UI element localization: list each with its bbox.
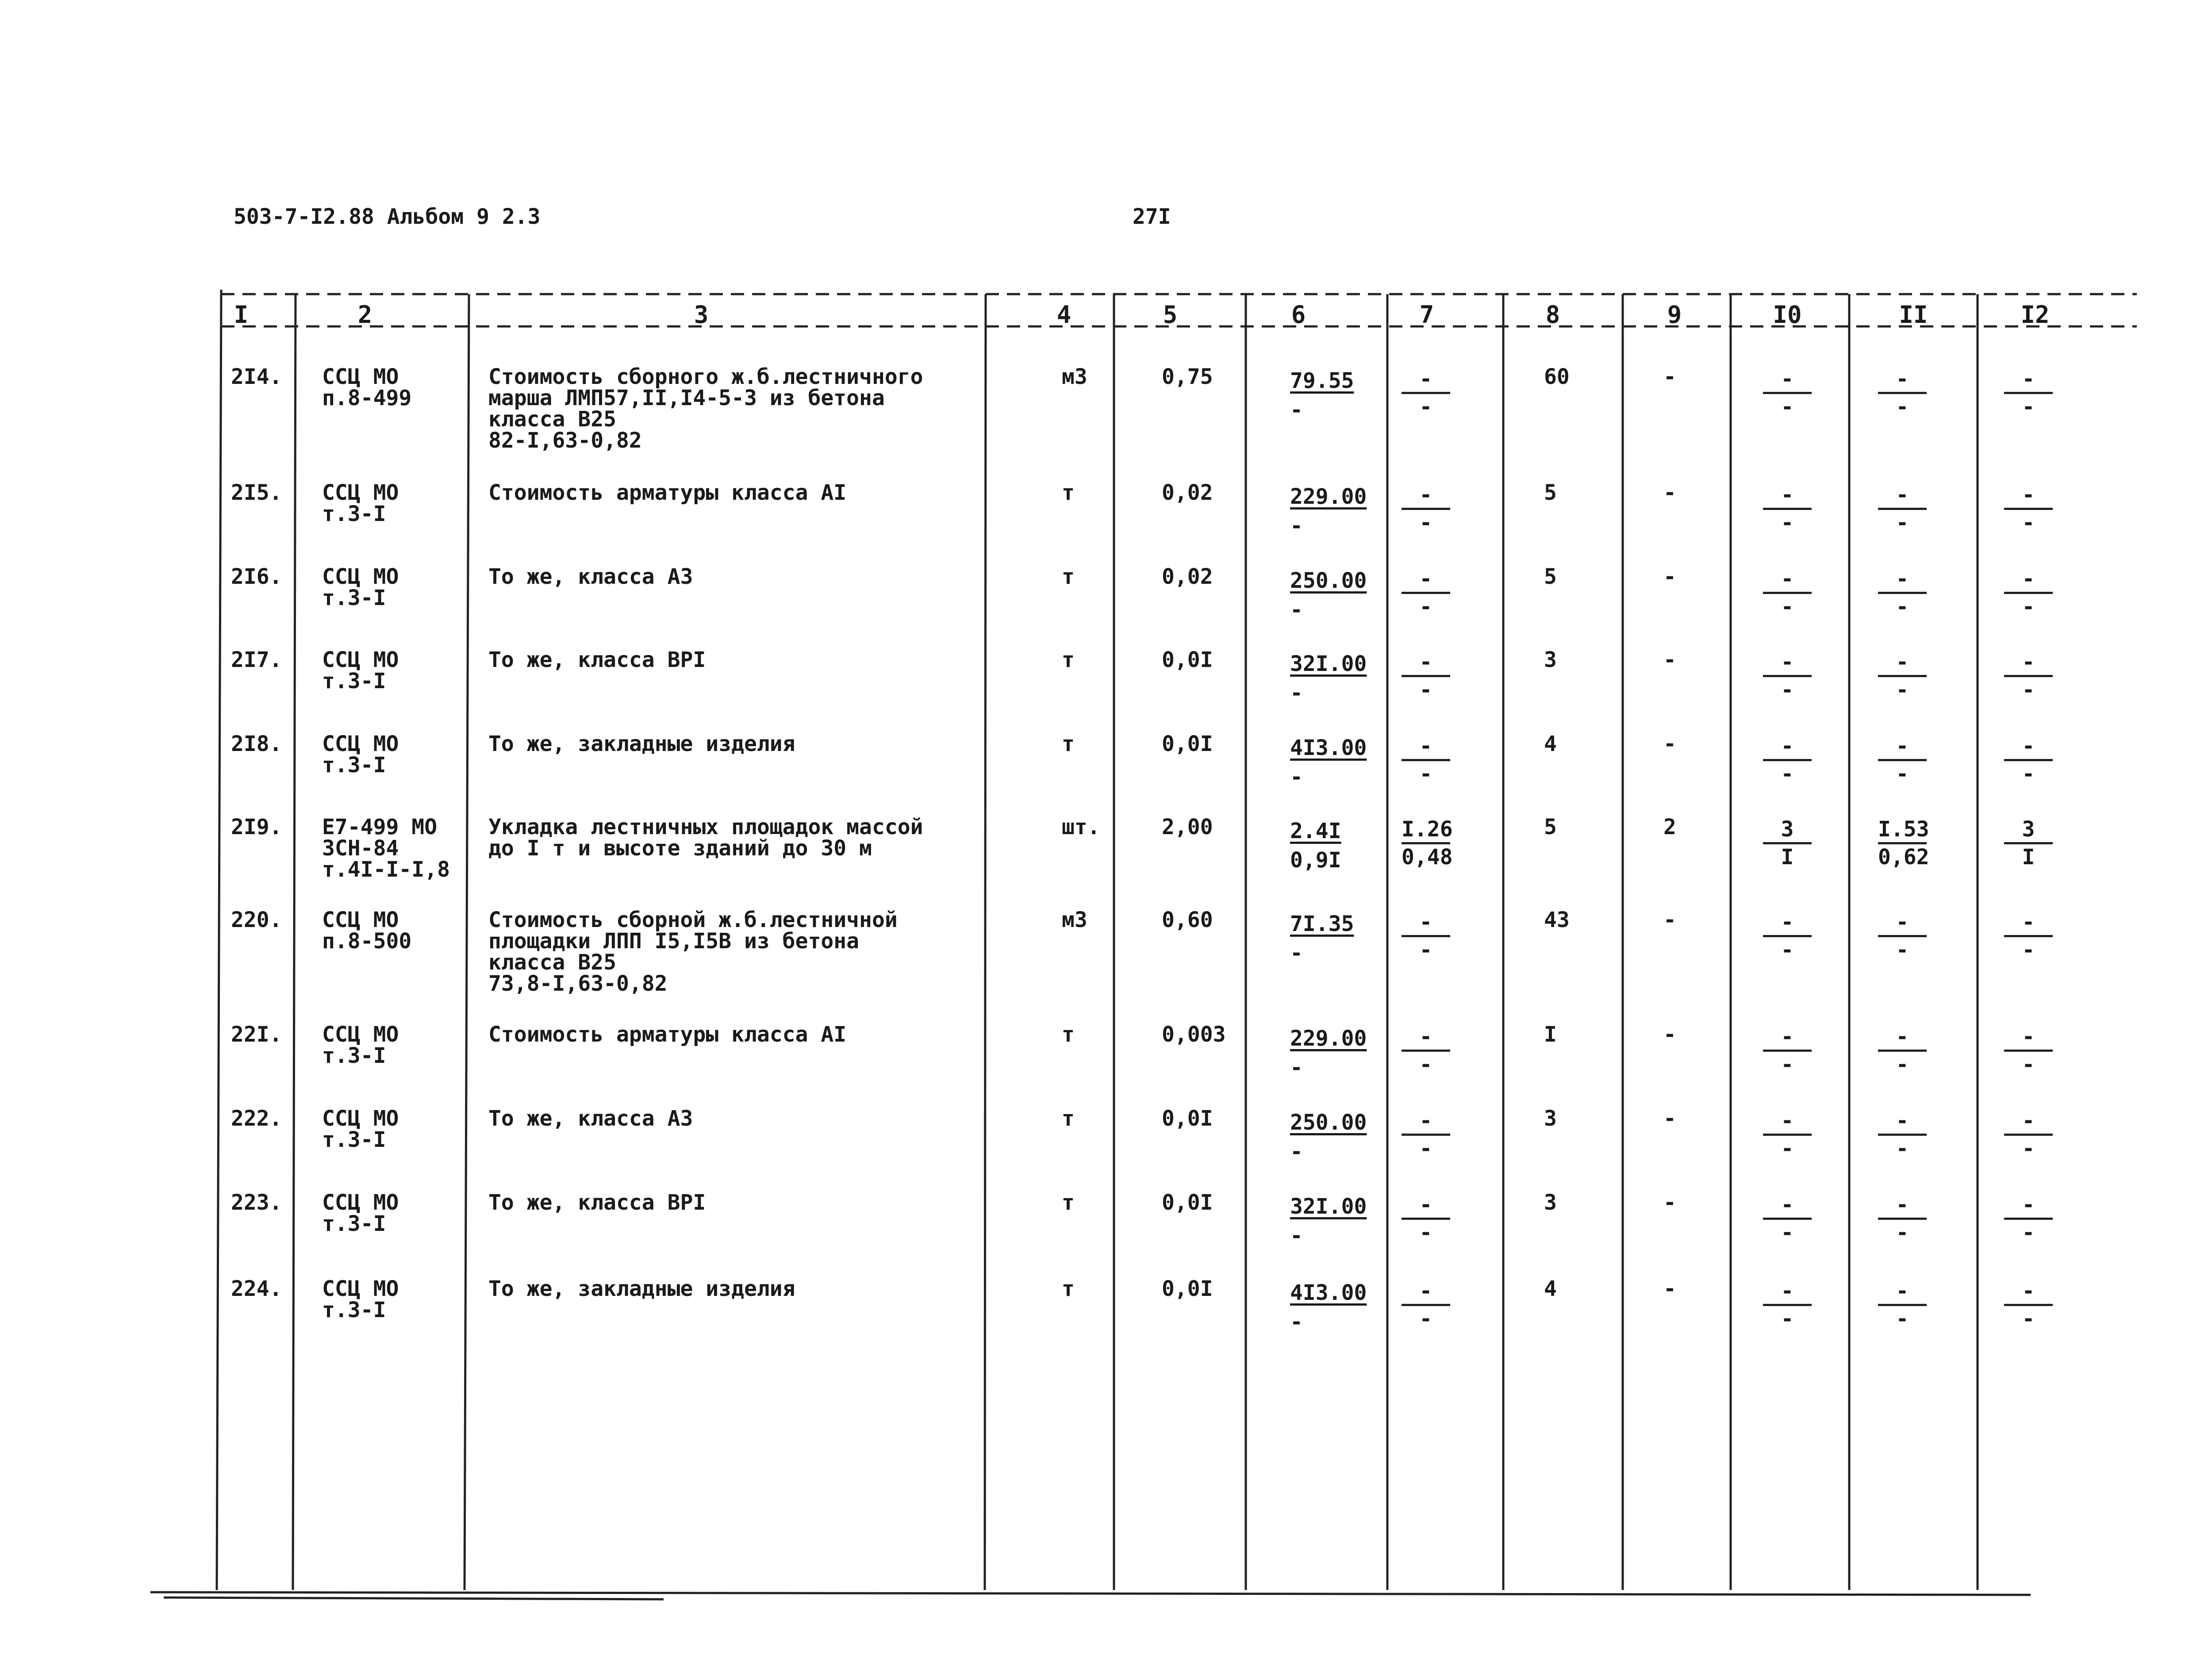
unit-cost (1290, 816, 1341, 875)
col11-value-bottom: - (1896, 1220, 1909, 1245)
work-description: То же, класса ВРI (488, 648, 706, 672)
col7-value-bottom: - (1419, 510, 1432, 535)
col11-value-top: - (1878, 733, 1927, 761)
col10-value (1763, 649, 1812, 703)
row-number: 224. (231, 1276, 282, 1301)
unit-of-measure: т (1062, 1022, 1075, 1047)
col8-value: 3 (1544, 648, 1557, 672)
col7-value-top: - (1402, 649, 1450, 677)
col10-value-top: - (1763, 482, 1812, 510)
col12-value-top: - (2004, 909, 2053, 937)
col7-value-top: - (1402, 1278, 1450, 1306)
col-header-2: 2 (357, 301, 373, 329)
col10-value (1763, 566, 1812, 620)
col10-value-top: - (1763, 566, 1812, 594)
col10-value-top: - (1763, 1108, 1812, 1136)
unit-cost (1290, 649, 1367, 708)
work-description: То же, класса А3 (488, 564, 693, 589)
col9-value: - (1663, 1276, 1676, 1301)
col7-value-top: - (1402, 566, 1450, 594)
col7-value (1402, 482, 1450, 536)
col10-value-top: - (1763, 1278, 1812, 1306)
col7-value-bottom: 0,48 (1402, 845, 1453, 870)
col12-value (2004, 649, 2053, 703)
col10-value-top: - (1763, 649, 1812, 677)
col10-value-top: - (1763, 909, 1812, 937)
col11-value-top: - (1878, 566, 1927, 594)
source-reference: ССЦ МО т.3-I (322, 480, 399, 526)
col9-value: 2 (1663, 815, 1676, 839)
col12-value-bottom: - (2022, 395, 2035, 419)
col11-value-bottom: - (1896, 678, 1909, 702)
col7-value-bottom: - (1419, 395, 1432, 419)
col-header-4: 4 (1056, 301, 1071, 329)
col10-value-bottom: - (1781, 510, 1794, 535)
col8-value: 4 (1544, 1276, 1557, 1301)
col10-value-bottom: - (1781, 678, 1794, 702)
col12-value-bottom: I (2022, 845, 2035, 870)
unit-cost-bottom: - (1290, 398, 1303, 422)
row-number: 2I6. (231, 564, 282, 589)
quantity: 0,0I (1162, 1106, 1213, 1131)
unit-cost-top: 79.55 (1290, 368, 1354, 393)
col9-value: - (1663, 732, 1676, 756)
unit-cost-bottom: - (1290, 681, 1303, 705)
unit-cost-bottom: - (1290, 1223, 1303, 1248)
col10-value-top: 3 (1763, 816, 1812, 844)
col12-value-top: - (2004, 566, 2053, 594)
col7-value-top: - (1402, 1024, 1450, 1052)
col12-value-top: 3 (2004, 816, 2053, 844)
col11-value (1878, 1278, 1927, 1332)
col7-value (1402, 1108, 1450, 1161)
col11-value-top: - (1878, 1192, 1927, 1220)
work-description: Стоимость сборной ж.б.лестничной площадки ЛПП I5,I5В из бетона класса В25 73,8-I,63-0,82 (488, 908, 898, 996)
col7-value-bottom: - (1419, 762, 1432, 786)
unit-of-measure: т (1062, 1276, 1075, 1301)
col-header-11: II (1899, 301, 1928, 329)
col10-value-bottom: - (1781, 762, 1794, 786)
col11-value (1878, 366, 1927, 420)
col11-value (1878, 649, 1927, 703)
col11-value-top: - (1878, 482, 1927, 510)
col11-value-bottom: - (1896, 1307, 1909, 1331)
col11-value-bottom: - (1896, 1136, 1909, 1161)
quantity: 0,02 (1162, 564, 1213, 589)
source-reference: Е7-499 МО ЗСН-84 т.4I-I-I,8 (322, 815, 450, 882)
quantity: 0,0I (1162, 732, 1213, 756)
unit-cost-top: 250.00 (1290, 568, 1367, 593)
col7-value-bottom: - (1419, 1052, 1432, 1077)
col12-value-top: - (2004, 1024, 2053, 1052)
quantity: 0,75 (1162, 364, 1213, 389)
unit-cost (1290, 909, 1354, 968)
unit-cost-top: 229.00 (1290, 484, 1367, 509)
row-number: 2I7. (231, 648, 282, 672)
col7-value (1402, 816, 1453, 870)
unit-cost (1290, 1024, 1367, 1082)
work-description: Стоимость арматуры класса AI (488, 1022, 847, 1047)
col7-value-top: - (1402, 482, 1450, 510)
unit-cost (1290, 566, 1367, 625)
col11-value-bottom: - (1896, 395, 1909, 419)
unit-cost-top: 229.00 (1290, 1026, 1367, 1051)
source-reference: ССЦ МО т.3-I (322, 564, 399, 610)
col-border-2 (465, 294, 469, 1590)
col12-value (2004, 1278, 2053, 1332)
unit-cost (1290, 733, 1367, 792)
source-reference: ССЦ МО т.3-I (322, 1022, 399, 1068)
col11-value-top: I.53 (1878, 816, 1927, 844)
unit-of-measure: шт. (1062, 815, 1100, 839)
col12-value (2004, 482, 2053, 536)
unit-of-measure: т (1062, 1190, 1075, 1215)
col-header-7: 7 (1419, 301, 1434, 329)
col10-value (1763, 1108, 1812, 1161)
col10-value-bottom: - (1781, 938, 1794, 962)
col12-value-top: - (2004, 1108, 2053, 1136)
col11-value-bottom: - (1896, 762, 1909, 786)
col7-value-top: - (1402, 1108, 1450, 1136)
col8-value: 43 (1544, 908, 1570, 932)
quantity: 2,00 (1162, 815, 1213, 839)
source-reference: ССЦ МО т.3-I (322, 1106, 399, 1152)
col11-value-top: - (1878, 1278, 1927, 1306)
unit-cost-top: 2.4I (1290, 819, 1341, 843)
col10-value (1763, 482, 1812, 536)
col12-value-bottom: - (2022, 1220, 2035, 1245)
row-number: 223. (231, 1190, 282, 1215)
row-number: 222. (231, 1106, 282, 1131)
col10-value (1763, 366, 1812, 420)
col11-value-bottom: - (1896, 1052, 1909, 1077)
work-description: Укладка лестничных площадок массой до I т и высоте зданий до 30 м (488, 815, 923, 861)
col10-value-bottom: - (1781, 1307, 1794, 1331)
unit-cost-top: 32I.00 (1290, 651, 1367, 676)
work-description: То же, закладные изделия (488, 732, 795, 756)
col7-value-bottom: - (1419, 1136, 1432, 1161)
quantity: 0,02 (1162, 480, 1213, 505)
col12-value-bottom: - (2022, 510, 2035, 535)
row-number: 22I. (231, 1022, 282, 1047)
col-header-9: 9 (1667, 301, 1682, 329)
col7-value-bottom: - (1419, 678, 1432, 702)
col10-value (1763, 1192, 1812, 1245)
source-reference: ССЦ МО т.3-I (322, 732, 399, 778)
col8-value: 3 (1544, 1106, 1557, 1131)
col-header-1: I (234, 301, 249, 329)
unit-cost (1290, 1278, 1367, 1337)
col9-value: - (1663, 1106, 1676, 1131)
col7-value-top: - (1402, 733, 1450, 761)
col10-value-bottom: - (1781, 1136, 1794, 1161)
col12-value (2004, 366, 2053, 420)
quantity: 0,0I (1162, 1190, 1213, 1215)
col-header-3: 3 (694, 301, 709, 329)
col10-value (1763, 1024, 1812, 1077)
source-reference: ССЦ МО п.8-499 (322, 364, 412, 410)
col9-value: - (1663, 1190, 1676, 1215)
col12-value-bottom: - (2022, 594, 2035, 619)
col-header-8: 8 (1545, 301, 1560, 329)
unit-cost-top: 7I.35 (1290, 912, 1354, 936)
unit-cost (1290, 1192, 1367, 1250)
col11-value (1878, 566, 1927, 620)
row-number: 220. (231, 908, 282, 932)
col12-value-bottom: - (2022, 678, 2035, 702)
col9-value: - (1663, 648, 1676, 672)
col7-value (1402, 566, 1450, 620)
col-header-6: 6 (1291, 301, 1306, 329)
col7-value (1402, 1278, 1450, 1332)
unit-cost-bottom: - (1290, 765, 1303, 789)
unit-cost-bottom: - (1290, 598, 1303, 622)
source-reference: ССЦ МО т.3-I (322, 648, 399, 693)
col11-value (1878, 1024, 1927, 1077)
quantity: 0,0I (1162, 1276, 1213, 1301)
work-description: Стоимость арматуры класса AI (488, 480, 847, 505)
unit-of-measure: т (1062, 1106, 1075, 1131)
col12-value-bottom: - (2022, 1307, 2035, 1331)
unit-of-measure: т (1062, 648, 1075, 672)
col11-value-bottom: - (1896, 594, 1909, 619)
unit-cost (1290, 482, 1367, 540)
col11-value (1878, 1192, 1927, 1245)
col10-value-bottom: - (1781, 594, 1794, 619)
col12-value-top: - (2004, 366, 2053, 394)
unit-cost-bottom: - (1290, 513, 1303, 538)
unit-cost-bottom: - (1290, 1310, 1303, 1334)
work-description: То же, класса ВРI (488, 1190, 706, 1215)
col-border-3 (985, 294, 986, 1590)
col8-value: 60 (1544, 364, 1570, 389)
unit-of-measure: т (1062, 480, 1075, 505)
unit-cost-bottom: 0,9I (1290, 848, 1341, 873)
col10-value-bottom: - (1781, 1220, 1794, 1245)
col9-value: - (1663, 908, 1676, 932)
col7-value (1402, 366, 1450, 420)
col-border-0 (217, 290, 221, 1590)
row-number: 2I5. (231, 480, 282, 505)
source-reference: ССЦ МО т.3-I (322, 1276, 399, 1322)
col12-value-top: - (2004, 482, 2053, 510)
col7-value-bottom: - (1419, 1307, 1432, 1331)
unit-cost-bottom: - (1290, 1139, 1303, 1164)
unit-of-measure: м3 (1062, 364, 1087, 389)
quantity: 0,60 (1162, 908, 1213, 932)
col12-value-top: - (2004, 733, 2053, 761)
col12-value-bottom: - (2022, 938, 2035, 962)
col11-value-top: - (1878, 649, 1927, 677)
col12-value (2004, 1024, 2053, 1077)
col9-value: - (1663, 564, 1676, 589)
col11-value-bottom: - (1896, 938, 1909, 962)
col12-value-bottom: - (2022, 1052, 2035, 1077)
col10-value-bottom: - (1781, 395, 1794, 419)
unit-of-measure: т (1062, 732, 1075, 756)
col11-value-top: - (1878, 909, 1927, 937)
col-header-12: I2 (2020, 301, 2050, 329)
col8-value: 4 (1544, 732, 1557, 756)
col7-value-top: - (1402, 366, 1450, 394)
col12-value-top: - (2004, 1278, 2053, 1306)
col9-value: - (1663, 480, 1676, 505)
col7-value-bottom: - (1419, 1220, 1432, 1245)
col10-value (1763, 909, 1812, 963)
col-header-5: 5 (1163, 301, 1178, 329)
col8-value: 3 (1544, 1190, 1557, 1215)
table-bottom-border (150, 1592, 2031, 1595)
unit-cost-bottom: - (1290, 1055, 1303, 1080)
col-border-1 (293, 294, 296, 1590)
row-number: 2I9. (231, 815, 282, 839)
source-reference: ССЦ МО п.8-500 (322, 908, 412, 954)
unit-cost (1290, 1108, 1367, 1166)
col8-value: 5 (1544, 480, 1557, 505)
source-reference: ССЦ МО т.3-I (322, 1190, 399, 1236)
col10-value-top: - (1763, 1024, 1812, 1052)
col7-value-top: I.26 (1402, 816, 1450, 844)
col7-value-top: - (1402, 1192, 1450, 1220)
work-description: То же, класса А3 (488, 1106, 693, 1131)
unit-cost-top: 32I.00 (1290, 1194, 1367, 1219)
col12-value-top: - (2004, 1192, 2053, 1220)
col7-value-bottom: - (1419, 938, 1432, 962)
unit-cost-top: 4I3.00 (1290, 736, 1367, 760)
quantity: 0,0I (1162, 648, 1213, 672)
unit-cost (1290, 366, 1354, 425)
col7-value (1402, 733, 1450, 787)
col10-value-top: - (1763, 733, 1812, 761)
table-bottom-border-2 (164, 1598, 664, 1599)
col12-value-bottom: - (2022, 762, 2035, 786)
col12-value (2004, 1108, 2053, 1161)
col11-value (1878, 482, 1927, 536)
col7-value-top: - (1402, 909, 1450, 937)
unit-cost-top: 4I3.00 (1290, 1280, 1367, 1305)
col9-value: - (1663, 1022, 1676, 1047)
col-header-10: I0 (1773, 301, 1802, 329)
col10-value-top: - (1763, 366, 1812, 394)
col11-value (1878, 816, 1927, 870)
col7-value (1402, 909, 1450, 963)
col10-value (1763, 733, 1812, 787)
unit-cost-top: 250.00 (1290, 1110, 1367, 1135)
col10-value-bottom: - (1781, 1052, 1794, 1077)
col12-value-top: - (2004, 649, 2053, 677)
col12-value-bottom: - (2022, 1136, 2035, 1161)
col10-value-bottom: I (1781, 845, 1794, 870)
col8-value: 5 (1544, 564, 1557, 589)
document-code: 503-7-I2.88 Альбом 9 2.3 (234, 204, 541, 229)
row-number: 2I8. (231, 732, 282, 756)
col11-value-top: - (1878, 1108, 1927, 1136)
col7-value (1402, 1192, 1450, 1245)
col7-value (1402, 1024, 1450, 1077)
unit-of-measure: т (1062, 564, 1075, 589)
col7-value-bottom: - (1419, 594, 1432, 619)
unit-cost-bottom: - (1290, 941, 1303, 966)
col11-value (1878, 909, 1927, 963)
col7-value (1402, 649, 1450, 703)
col12-value (2004, 816, 2053, 870)
work-description: То же, закладные изделия (488, 1276, 795, 1301)
col11-value-bottom: 0,62 (1878, 845, 1929, 870)
col8-value: I (1544, 1022, 1557, 1047)
col8-value: 5 (1544, 815, 1557, 839)
unit-of-measure: м3 (1062, 908, 1087, 932)
col9-value: - (1663, 364, 1676, 389)
col12-value (2004, 566, 2053, 620)
col11-value (1878, 733, 1927, 787)
work-description: Стоимость сборного ж.б.лестничного марша ЛМП57,II,I4-5-3 из бетона класса В25 82-I,63-0,82 (488, 364, 923, 453)
page-number: 27I (1133, 204, 1171, 229)
col12-value (2004, 733, 2053, 787)
row-number: 2I4. (231, 364, 282, 389)
col11-value-top: - (1878, 366, 1927, 394)
col10-value (1763, 1278, 1812, 1332)
col11-value-top: - (1878, 1024, 1927, 1052)
col11-value-bottom: - (1896, 510, 1909, 535)
col10-value-top: - (1763, 1192, 1812, 1220)
col10-value (1763, 816, 1812, 870)
col12-value (2004, 909, 2053, 963)
col11-value (1878, 1108, 1927, 1161)
quantity: 0,003 (1162, 1022, 1226, 1047)
col12-value (2004, 1192, 2053, 1245)
